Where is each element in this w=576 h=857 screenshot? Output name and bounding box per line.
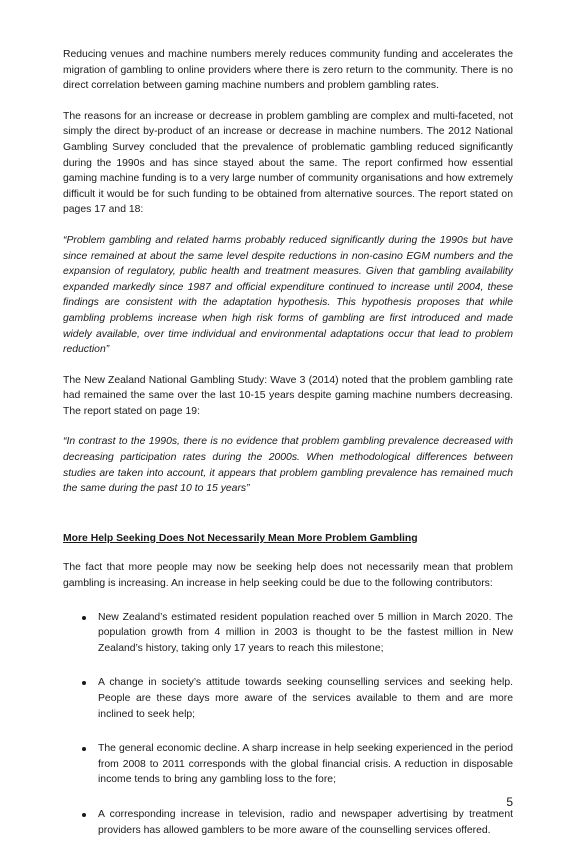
bullet-icon (82, 616, 86, 620)
paragraph-wave3-study: The New Zealand National Gambling Study: Wave 3 (2014) noted that the problem gambling rate had remained the same over the last 10-15 years despite gaming machine numbers decreasing. The report stated on page 19: (63, 374, 513, 417)
page-number: 5 (506, 795, 513, 809)
quote-2012-survey: “Problem gambling and related harms probably reduced significantly during the 1990s but have since remained at about the same level despite reductions in non-casino EGM numbers and the expansion of regulatory, public health and treatment measures. Given that gambling availability expanded markedly since 1987 and official expenditure continued to increase until 2004, these findings are consistent with the adaptation hypothesis. This hypothesis proposes that while gambling problems increase when high risk forms of gambling are first introduced and made widely available, over time individual and environmental adaptations occur that lead to problem reduction” (63, 234, 513, 356)
document-body (63, 47, 513, 857)
contributors-list (63, 610, 513, 839)
paragraph-help-seeking: The fact that more people may now be seeking help does not necessarily mean that problem gambling is increasing. An increase in help seeking could be due to the following contributors: (63, 562, 513, 590)
quote-wave3-page19: “In contrast to the 1990s, there is no evidence that problem gambling prevalence decreased with decreasing participation rates during the 2000s. When methodological differences between studies are taken into account, it appears that problem gambling prevalence has remained much the same during the past 10 to 15 years” (63, 436, 513, 495)
list-item-text: A corresponding increase in television, radio and newspaper advertising by treatment providers has allowed gamblers to be more aware of the counselling services offered. (98, 808, 513, 836)
list-item (63, 741, 513, 788)
section-heading: More Help Seeking Does Not Necessarily Mean More Problem Gambling (63, 532, 418, 544)
bullet-icon (82, 813, 86, 817)
paragraph-reasons: The reasons for an increase or decrease in problem gambling are complex and multi-faceted, not simply the direct by-product of an increase or decrease in machine numbers. The 2012 National Gambling Survey concluded that the prevalence of problematic gambling reduced significantly during the 1990s and has since stayed about the same. The report confirmed how essential gaming machine funding is to a very large number of community organisations and how extremely difficult it would be for such funding to be obtained from alternative sources. The report stated on pages 17 and 18: (63, 110, 513, 216)
bullet-icon (82, 681, 86, 685)
bullet-icon (82, 747, 86, 751)
list-item-text: New Zealand’s estimated resident population reached over 5 million in March 2020. The population growth from 4 million in 2003 is thought to be the fastest million in New Zealand’s history, taking only 17 years to reach this milestone; (98, 611, 513, 654)
list-item (63, 610, 513, 657)
paragraph-venues: Reducing venues and machine numbers merely reduces community funding and accelerates the migration of gambling to online providers where there is zero return to the community. There is no direct correlation between gaming machine numbers and problem gambling rates. (63, 49, 513, 92)
list-item (63, 807, 513, 838)
list-item-text: The general economic decline. A sharp increase in help seeking experienced in the period from 2008 to 2011 corresponds with the global financial crisis. A reduction in disposable income tends to bring any gambling loss to the fore; (98, 743, 513, 786)
list-item-text: A change in society’s attitude towards seeking counselling services and seeking help. People are these days more aware of the services available to them and are more inclined to seek help; (98, 677, 513, 720)
list-item (63, 675, 513, 722)
